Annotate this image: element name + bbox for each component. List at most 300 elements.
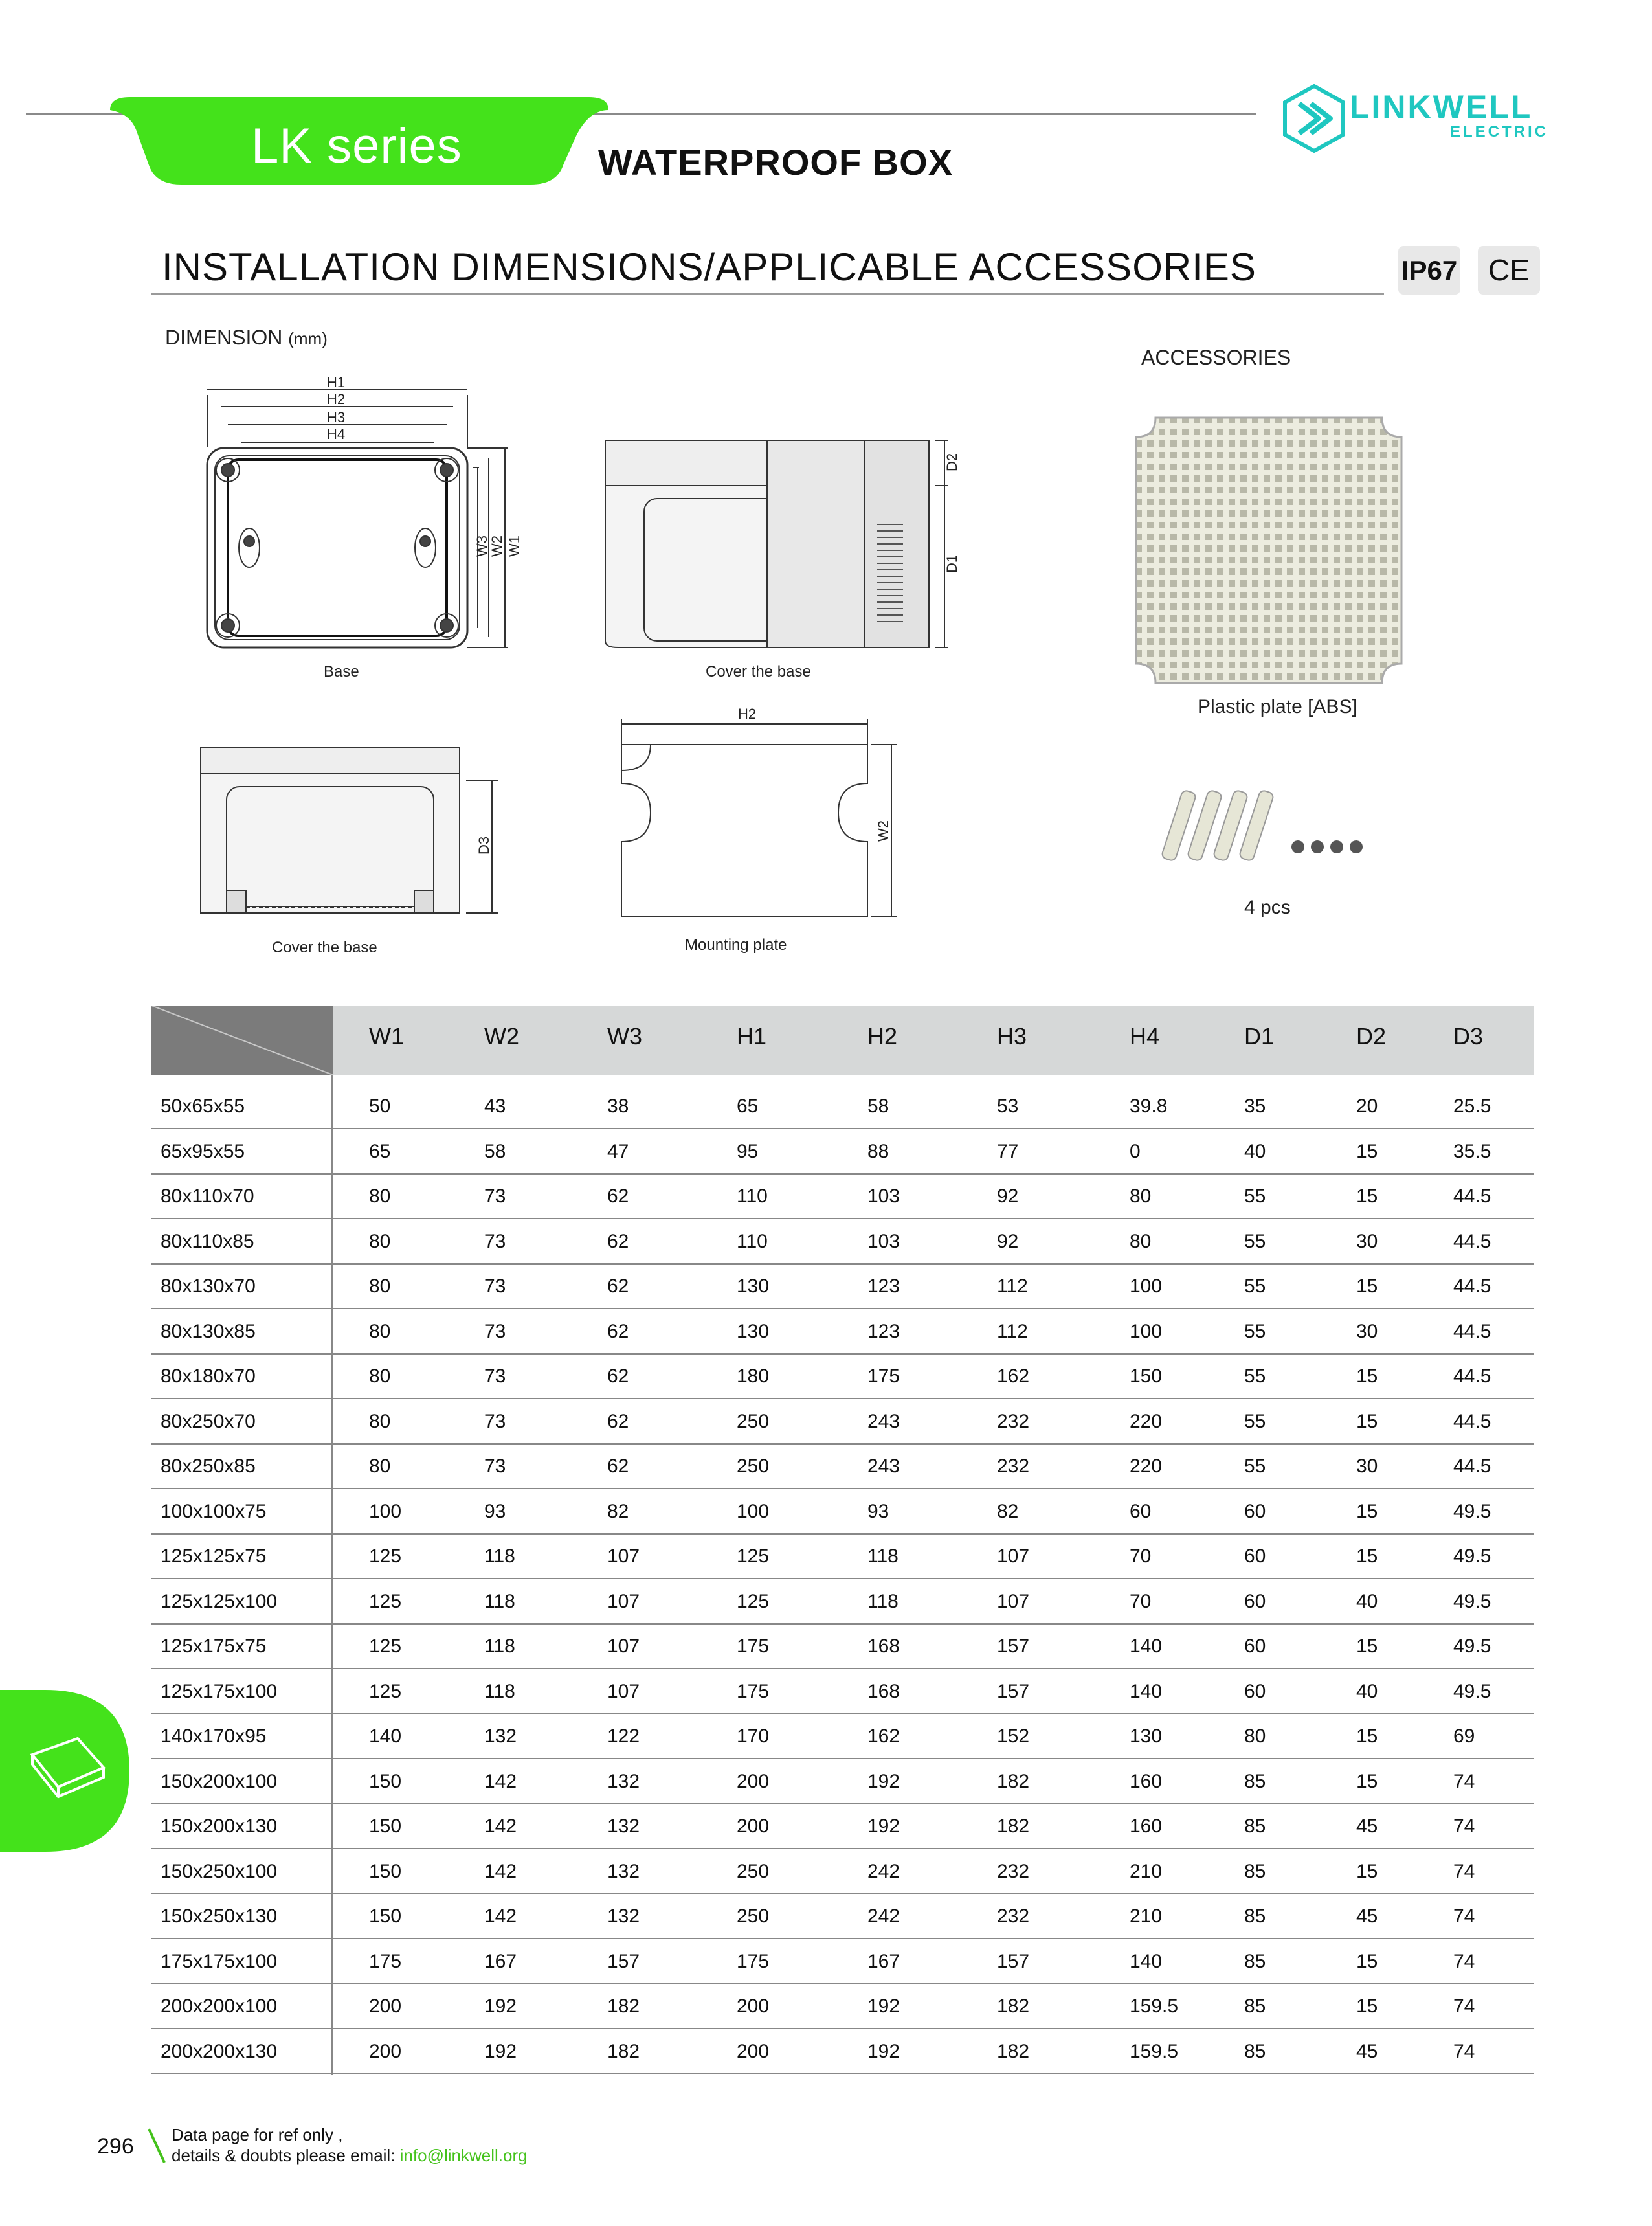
cell-w3: 107 xyxy=(607,1680,640,1702)
row-divider xyxy=(151,1533,1534,1535)
cell-h2: 242 xyxy=(867,1906,900,1927)
table-header-bar xyxy=(151,1006,1534,1075)
cell-h1: 95 xyxy=(737,1140,759,1162)
cell-d3: 44.5 xyxy=(1453,1320,1491,1342)
dim-h4-label: H4 xyxy=(327,426,346,442)
cell-d3: 44.5 xyxy=(1453,1276,1491,1297)
cell-d1: 55 xyxy=(1244,1186,1266,1207)
cell-w3: 62 xyxy=(607,1230,629,1252)
plastic-plate-image xyxy=(1133,414,1405,686)
cell-h1: 170 xyxy=(737,1726,770,1747)
base-drawing xyxy=(188,369,557,667)
cell-d3: 44.5 xyxy=(1453,1186,1491,1207)
series-title: LK series xyxy=(251,118,462,174)
footer-email-link[interactable]: info@linkwell.org xyxy=(399,2146,528,2165)
cell-h2: 175 xyxy=(867,1366,900,1387)
row-model: 150x200x130 xyxy=(161,1816,278,1837)
cell-w1: 200 xyxy=(369,2040,402,2062)
cell-d1: 35 xyxy=(1244,1096,1266,1117)
row-divider xyxy=(151,1263,1534,1265)
cell-w2: 118 xyxy=(484,1680,515,1702)
row-model: 125x125x100 xyxy=(161,1590,278,1612)
cell-w2: 118 xyxy=(484,1590,515,1612)
row-divider xyxy=(151,1803,1534,1804)
footer-note: Data page for ref only , xyxy=(172,2125,343,2144)
cell-h4: 150 xyxy=(1130,1366,1163,1387)
cell-w2: 192 xyxy=(484,2040,517,2062)
dim-w2-label: W2 xyxy=(489,535,505,557)
row-divider xyxy=(151,1578,1534,1579)
row-model: 100x100x75 xyxy=(161,1500,267,1522)
cell-h3: 112 xyxy=(997,1320,1028,1342)
page-number: 296 xyxy=(97,2134,134,2159)
cell-h1: 250 xyxy=(737,1860,770,1882)
cell-d3: 74 xyxy=(1453,1816,1475,1837)
screws-image xyxy=(1152,783,1379,874)
cell-d2: 15 xyxy=(1356,1726,1378,1747)
row-divider xyxy=(151,1668,1534,1669)
cell-w3: 47 xyxy=(607,1140,629,1162)
row-divider xyxy=(151,1983,1534,1984)
cover-caption-2: Cover the base xyxy=(272,939,377,956)
row-model: 80x130x70 xyxy=(161,1276,256,1297)
cell-d3: 49.5 xyxy=(1453,1636,1491,1657)
cell-d2: 15 xyxy=(1356,1996,1378,2017)
cover-front-drawing xyxy=(194,738,511,926)
cell-w3: 122 xyxy=(607,1726,640,1747)
cell-h1: 110 xyxy=(737,1186,768,1207)
cell-w1: 200 xyxy=(369,1996,402,2017)
cell-h1: 110 xyxy=(737,1230,768,1252)
cell-d1: 60 xyxy=(1244,1590,1266,1612)
cell-w2: 73 xyxy=(484,1366,506,1387)
cell-d2: 15 xyxy=(1356,1950,1378,1972)
cell-w2: 142 xyxy=(484,1816,517,1837)
cell-w1: 125 xyxy=(369,1680,402,1702)
row-divider xyxy=(151,1488,1534,1489)
cell-d3: 49.5 xyxy=(1453,1500,1491,1522)
dimension-label-text: DIMENSION xyxy=(165,326,283,349)
cell-d3: 44.5 xyxy=(1453,1456,1491,1477)
cell-w2: 73 xyxy=(484,1320,506,1342)
cell-d1: 55 xyxy=(1244,1276,1266,1297)
cell-d3: 44.5 xyxy=(1453,1366,1491,1387)
cell-d1: 55 xyxy=(1244,1456,1266,1477)
cell-d1: 85 xyxy=(1244,1770,1266,1792)
cell-h1: 250 xyxy=(737,1410,770,1432)
cell-h3: 182 xyxy=(997,2040,1030,2062)
cell-w3: 62 xyxy=(607,1366,629,1387)
cell-w3: 182 xyxy=(607,1996,640,2017)
cell-w2: 73 xyxy=(484,1186,506,1207)
cell-w3: 62 xyxy=(607,1456,629,1477)
cell-h2: 167 xyxy=(867,1950,900,1972)
screws-caption: 4 pcs xyxy=(1244,897,1291,918)
cell-h4: 210 xyxy=(1130,1906,1163,1927)
cell-h4: 220 xyxy=(1130,1410,1163,1432)
cell-d1: 60 xyxy=(1244,1680,1266,1702)
cell-w1: 150 xyxy=(369,1860,402,1882)
cell-d2: 20 xyxy=(1356,1096,1378,1117)
dim-w1-label: W1 xyxy=(506,535,522,557)
cell-w3: 82 xyxy=(607,1500,629,1522)
cell-h3: 232 xyxy=(997,1906,1030,1927)
dim-d1-label: D1 xyxy=(944,554,960,573)
cell-h3: 92 xyxy=(997,1230,1019,1252)
cell-d3: 74 xyxy=(1453,1770,1475,1792)
cell-w3: 62 xyxy=(607,1276,629,1297)
cell-h4: 100 xyxy=(1130,1320,1163,1342)
row-divider xyxy=(151,1623,1534,1625)
cell-d3: 69 xyxy=(1453,1726,1475,1747)
row-divider xyxy=(151,1758,1534,1759)
table-corner-cell xyxy=(151,1006,333,1075)
cell-h2: 58 xyxy=(867,1096,889,1117)
column-header-w3: W3 xyxy=(607,1023,642,1050)
cell-w2: 93 xyxy=(484,1500,506,1522)
cell-w3: 182 xyxy=(607,2040,640,2062)
cell-h2: 243 xyxy=(867,1410,900,1432)
cell-w1: 150 xyxy=(369,1770,402,1792)
cell-w1: 100 xyxy=(369,1500,402,1522)
row-model: 150x250x130 xyxy=(161,1906,278,1927)
row-divider xyxy=(151,1713,1534,1714)
logo-wordmark: LINKWELL xyxy=(1350,89,1533,125)
cell-d2: 45 xyxy=(1356,1906,1378,1927)
row-model: 200x200x100 xyxy=(161,1996,278,2017)
cell-h1: 65 xyxy=(737,1096,759,1117)
cell-h2: 162 xyxy=(867,1726,900,1747)
row-model: 80x130x85 xyxy=(161,1320,256,1342)
cell-w1: 175 xyxy=(369,1950,402,1972)
cell-h4: 60 xyxy=(1130,1500,1152,1522)
cell-d2: 15 xyxy=(1356,1366,1378,1387)
cell-d3: 49.5 xyxy=(1453,1680,1491,1702)
cell-d2: 30 xyxy=(1356,1320,1378,1342)
row-model: 50x65x55 xyxy=(161,1096,245,1117)
cell-h4: 130 xyxy=(1130,1726,1163,1747)
cell-d2: 30 xyxy=(1356,1456,1378,1477)
dim-d3-label: D3 xyxy=(476,836,492,855)
cell-h1: 250 xyxy=(737,1906,770,1927)
cell-h2: 88 xyxy=(867,1140,889,1162)
cell-w2: 73 xyxy=(484,1230,506,1252)
plate-caption: Plastic plate [ABS] xyxy=(1198,696,1357,717)
cell-h1: 100 xyxy=(737,1500,770,1522)
cell-w2: 132 xyxy=(484,1726,517,1747)
cell-h1: 130 xyxy=(737,1276,770,1297)
cell-d1: 85 xyxy=(1244,1996,1266,2017)
cell-h4: 210 xyxy=(1130,1860,1163,1882)
cell-h2: 93 xyxy=(867,1500,889,1522)
cover-caption-1: Cover the base xyxy=(706,663,811,680)
cell-h2: 243 xyxy=(867,1456,900,1477)
row-divider xyxy=(151,2028,1534,2029)
cell-d2: 15 xyxy=(1356,1276,1378,1297)
cell-w3: 132 xyxy=(607,1816,640,1837)
cell-w3: 132 xyxy=(607,1770,640,1792)
cell-w1: 80 xyxy=(369,1456,391,1477)
cell-h2: 192 xyxy=(867,2040,900,2062)
cell-h1: 200 xyxy=(737,1816,770,1837)
cell-w1: 50 xyxy=(369,1096,391,1117)
cell-d1: 60 xyxy=(1244,1546,1266,1567)
row-divider xyxy=(151,1353,1534,1355)
cell-d2: 30 xyxy=(1356,1230,1378,1252)
mounting-caption: Mounting plate xyxy=(685,936,787,954)
cell-d2: 40 xyxy=(1356,1590,1378,1612)
column-header-h1: H1 xyxy=(737,1023,767,1050)
row-model: 125x175x100 xyxy=(161,1680,278,1702)
row-divider xyxy=(151,1848,1534,1849)
cell-d2: 40 xyxy=(1356,1680,1378,1702)
cell-w3: 157 xyxy=(607,1950,640,1972)
cell-h2: 192 xyxy=(867,1996,900,2017)
mounting-plate-drawing xyxy=(612,706,897,932)
cell-h1: 200 xyxy=(737,2040,770,2062)
cell-w1: 150 xyxy=(369,1906,402,1927)
column-header-w2: W2 xyxy=(484,1023,519,1050)
cell-h2: 118 xyxy=(867,1590,899,1612)
cell-w1: 80 xyxy=(369,1276,391,1297)
cell-d2: 45 xyxy=(1356,2040,1378,2062)
row-model: 65x95x55 xyxy=(161,1140,245,1162)
row-model: 140x170x95 xyxy=(161,1726,267,1747)
cell-d3: 35.5 xyxy=(1453,1140,1491,1162)
cell-w2: 142 xyxy=(484,1906,517,1927)
cell-w3: 107 xyxy=(607,1590,640,1612)
plate-w2-label: W2 xyxy=(875,820,891,842)
dim-d2-label: D2 xyxy=(944,453,960,471)
cell-w3: 132 xyxy=(607,1860,640,1882)
cell-d1: 60 xyxy=(1244,1636,1266,1657)
section-title: INSTALLATION DIMENSIONS/APPLICABLE ACCESSORIES xyxy=(162,245,1256,289)
column-header-d1: D1 xyxy=(1244,1023,1275,1050)
footer-contact-text: details & doubts please email: xyxy=(172,2146,400,2165)
cell-h3: 157 xyxy=(997,1680,1030,1702)
cell-d3: 49.5 xyxy=(1453,1546,1491,1567)
cell-w2: 167 xyxy=(484,1950,517,1972)
cell-h3: 182 xyxy=(997,1996,1030,2017)
column-header-h2: H2 xyxy=(867,1023,898,1050)
cell-d1: 85 xyxy=(1244,1816,1266,1837)
cell-w2: 192 xyxy=(484,1996,517,2017)
column-header-w1: W1 xyxy=(369,1023,404,1050)
row-model: 80x180x70 xyxy=(161,1366,256,1387)
cell-w3: 132 xyxy=(607,1906,640,1927)
row-model: 200x200x130 xyxy=(161,2040,278,2062)
cell-h4: 0 xyxy=(1130,1140,1141,1162)
cell-d1: 55 xyxy=(1244,1230,1266,1252)
cell-h4: 140 xyxy=(1130,1636,1163,1657)
cell-h3: 107 xyxy=(997,1546,1030,1567)
cell-h1: 180 xyxy=(737,1366,770,1387)
cell-w2: 118 xyxy=(484,1546,515,1567)
cell-h1: 200 xyxy=(737,1770,770,1792)
cell-w1: 80 xyxy=(369,1230,391,1252)
cell-h3: 182 xyxy=(997,1770,1030,1792)
dimension-label xyxy=(165,326,328,350)
row-model: 80x110x85 xyxy=(161,1230,254,1252)
cell-d1: 80 xyxy=(1244,1726,1266,1747)
side-tab xyxy=(0,1690,129,1852)
cell-h2: 103 xyxy=(867,1186,900,1207)
cell-w3: 107 xyxy=(607,1546,640,1567)
cell-w3: 62 xyxy=(607,1320,629,1342)
cell-h1: 130 xyxy=(737,1320,770,1342)
cell-h4: 160 xyxy=(1130,1816,1163,1837)
footer-contact xyxy=(172,2146,528,2166)
dim-h2-label: H2 xyxy=(327,391,346,407)
ip-rating-badge: IP67 xyxy=(1398,246,1460,295)
cell-d2: 15 xyxy=(1356,1410,1378,1432)
cell-h3: 77 xyxy=(997,1140,1019,1162)
column-header-h4: H4 xyxy=(1130,1023,1160,1050)
ce-mark-badge: CE xyxy=(1478,246,1540,295)
cell-d1: 55 xyxy=(1244,1410,1266,1432)
cell-h3: 182 xyxy=(997,1816,1030,1837)
cell-w2: 142 xyxy=(484,1770,517,1792)
cell-d3: 25.5 xyxy=(1453,1096,1491,1117)
plate-h2-label: H2 xyxy=(738,706,757,722)
cell-d1: 60 xyxy=(1244,1500,1266,1522)
cell-d3: 49.5 xyxy=(1453,1590,1491,1612)
cell-w2: 73 xyxy=(484,1276,506,1297)
cell-d3: 44.5 xyxy=(1453,1410,1491,1432)
row-model: 125x125x75 xyxy=(161,1546,267,1567)
cell-w3: 38 xyxy=(607,1096,629,1117)
cell-h4: 70 xyxy=(1130,1546,1152,1567)
cell-w1: 150 xyxy=(369,1816,402,1837)
cell-h3: 82 xyxy=(997,1500,1019,1522)
dim-w3-label: W3 xyxy=(474,535,490,557)
cell-h3: 232 xyxy=(997,1410,1030,1432)
footer-slash xyxy=(144,2126,170,2165)
cell-h4: 140 xyxy=(1130,1680,1163,1702)
cell-h3: 107 xyxy=(997,1590,1030,1612)
cell-d1: 40 xyxy=(1244,1140,1266,1162)
cell-h2: 168 xyxy=(867,1636,900,1657)
cell-h4: 140 xyxy=(1130,1950,1163,1972)
cell-w3: 107 xyxy=(607,1636,640,1657)
cell-d1: 85 xyxy=(1244,2040,1266,2062)
cell-w1: 80 xyxy=(369,1410,391,1432)
cell-h1: 125 xyxy=(737,1590,770,1612)
cell-h3: 157 xyxy=(997,1950,1030,1972)
document-type: WATERPROOF BOX xyxy=(598,142,954,183)
cell-h4: 80 xyxy=(1130,1230,1152,1252)
cell-d3: 74 xyxy=(1453,1860,1475,1882)
cell-h3: 232 xyxy=(997,1860,1030,1882)
column-header-d3: D3 xyxy=(1453,1023,1484,1050)
accessories-title: ACCESSORIES xyxy=(1141,346,1291,369)
cell-d2: 15 xyxy=(1356,1636,1378,1657)
cell-d1: 55 xyxy=(1244,1366,1266,1387)
cell-h1: 175 xyxy=(737,1636,770,1657)
cell-d3: 44.5 xyxy=(1453,1230,1491,1252)
cell-w2: 73 xyxy=(484,1456,506,1477)
cell-h3: 157 xyxy=(997,1636,1030,1657)
dimension-unit: (mm) xyxy=(288,329,328,348)
cell-w1: 125 xyxy=(369,1636,402,1657)
cell-w2: 118 xyxy=(484,1636,515,1657)
logo-subtitle: ELECTRIC xyxy=(1450,123,1548,141)
cell-h4: 39.8 xyxy=(1130,1096,1168,1117)
cell-h2: 168 xyxy=(867,1680,900,1702)
cell-h2: 118 xyxy=(867,1546,899,1567)
row-model: 80x250x70 xyxy=(161,1410,256,1432)
row-divider xyxy=(151,1938,1534,1939)
cell-d2: 45 xyxy=(1356,1816,1378,1837)
cover-side-drawing xyxy=(599,427,961,660)
cell-h2: 123 xyxy=(867,1276,900,1297)
cell-h4: 220 xyxy=(1130,1456,1163,1477)
cell-w1: 125 xyxy=(369,1546,402,1567)
cell-d1: 85 xyxy=(1244,1860,1266,1882)
cell-d3: 74 xyxy=(1453,1996,1475,2017)
cell-w1: 80 xyxy=(369,1186,391,1207)
row-divider xyxy=(151,1173,1534,1175)
cell-h3: 162 xyxy=(997,1366,1030,1387)
cell-h1: 200 xyxy=(737,1996,770,2017)
cell-d3: 74 xyxy=(1453,1950,1475,1972)
cell-w1: 140 xyxy=(369,1726,402,1747)
cell-h4: 70 xyxy=(1130,1590,1152,1612)
cell-h2: 192 xyxy=(867,1816,900,1837)
cell-h3: 112 xyxy=(997,1276,1028,1297)
row-model: 150x200x100 xyxy=(161,1770,278,1792)
row-divider xyxy=(151,1398,1534,1399)
cell-d1: 55 xyxy=(1244,1320,1266,1342)
cell-d2: 15 xyxy=(1356,1500,1378,1522)
dim-h1-label: H1 xyxy=(327,374,346,390)
cell-w3: 62 xyxy=(607,1410,629,1432)
cell-h4: 100 xyxy=(1130,1276,1163,1297)
cell-h1: 125 xyxy=(737,1546,770,1567)
row-model: 80x250x85 xyxy=(161,1456,256,1477)
column-header-d2: D2 xyxy=(1356,1023,1387,1050)
row-model: 125x175x75 xyxy=(161,1636,267,1657)
cell-w1: 80 xyxy=(369,1320,391,1342)
cell-h2: 242 xyxy=(867,1860,900,1882)
cell-w1: 80 xyxy=(369,1366,391,1387)
cell-d2: 15 xyxy=(1356,1770,1378,1792)
dim-h3-label: H3 xyxy=(327,409,346,425)
column-header-h3: H3 xyxy=(997,1023,1027,1050)
cell-h3: 232 xyxy=(997,1456,1030,1477)
cell-d2: 15 xyxy=(1356,1546,1378,1567)
cell-h4: 159.5 xyxy=(1130,2040,1179,2062)
row-divider xyxy=(151,1218,1534,1219)
base-caption: Base xyxy=(324,663,359,680)
row-divider xyxy=(151,1443,1534,1445)
section-rule xyxy=(151,293,1384,295)
cell-h2: 123 xyxy=(867,1320,900,1342)
cell-d1: 85 xyxy=(1244,1950,1266,1972)
row-divider xyxy=(151,1308,1534,1309)
cell-w1: 65 xyxy=(369,1140,391,1162)
cell-h2: 103 xyxy=(867,1230,900,1252)
cell-h4: 159.5 xyxy=(1130,1996,1179,2017)
cell-w2: 43 xyxy=(484,1096,506,1117)
row-divider xyxy=(151,1128,1534,1129)
cell-d2: 15 xyxy=(1356,1860,1378,1882)
cell-h3: 92 xyxy=(997,1186,1019,1207)
row-model: 150x250x100 xyxy=(161,1860,278,1882)
cell-w2: 73 xyxy=(484,1410,506,1432)
cell-h3: 152 xyxy=(997,1726,1030,1747)
cell-w3: 62 xyxy=(607,1186,629,1207)
